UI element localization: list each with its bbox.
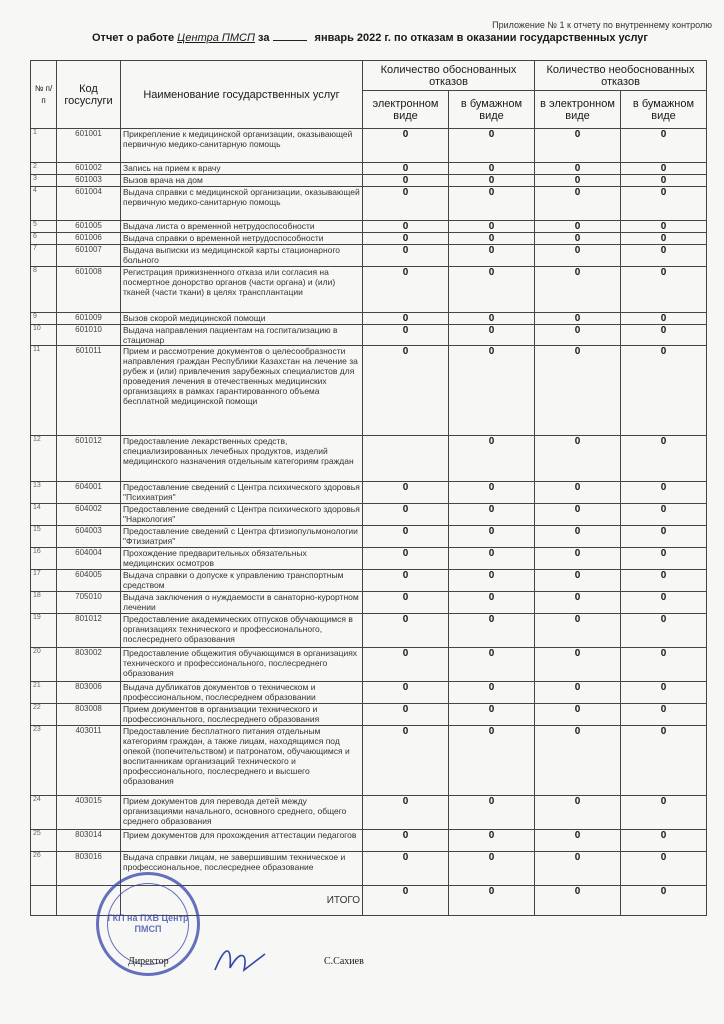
row-num: 15 — [31, 526, 57, 548]
row-name: Предоставление сведений с Центра фтизиопульмонологии "Фтизиатрия" — [121, 526, 363, 548]
table-row — [31, 614, 707, 648]
row-name: Предоставление лекарственных средств, специализированных лечебных продуктов, изделий медицинского назначения отдельным категориям граждан — [121, 436, 363, 482]
total-value: 0 — [535, 886, 621, 916]
row-value: 0 — [363, 504, 449, 526]
row-code: 403015 — [57, 796, 121, 830]
row-name: Выдача выписки из медицинской карты стационарного больного — [121, 245, 363, 267]
table-row — [31, 592, 707, 614]
table-row — [31, 704, 707, 726]
row-name: Запись на прием к врачу — [121, 163, 363, 175]
row-value: 0 — [535, 614, 621, 648]
refusals-table — [30, 60, 707, 916]
row-value: 0 — [363, 548, 449, 570]
header-num: № п/п — [31, 61, 57, 129]
row-value: 0 — [621, 726, 707, 796]
row-value: 0 — [449, 852, 535, 886]
row-value: 0 — [621, 830, 707, 852]
row-name: Выдача справки с медицинской организации, оказывающей первичную медико-санитарную помощь — [121, 187, 363, 221]
row-value: 0 — [449, 482, 535, 504]
row-value: 0 — [449, 614, 535, 648]
row-value: 0 — [449, 648, 535, 682]
table-row — [31, 267, 707, 313]
table-row — [31, 648, 707, 682]
report-title — [92, 32, 648, 44]
title-prefix: Отчет о работе — [92, 32, 175, 44]
row-value: 0 — [363, 852, 449, 886]
table-row — [31, 325, 707, 346]
row-value: 0 — [621, 548, 707, 570]
table-row — [31, 313, 707, 325]
table-row — [31, 187, 707, 221]
row-name: Предоставление академических отпусков обучающимся в организациях технического и профессионального, послесреднего образования — [121, 614, 363, 648]
row-value: 0 — [621, 163, 707, 175]
row-value: 0 — [535, 592, 621, 614]
row-value: 0 — [449, 129, 535, 163]
header-unjustified: Количество необоснованных отказов — [535, 61, 707, 91]
row-num: 2 — [31, 163, 57, 175]
row-value: 0 — [449, 233, 535, 245]
table-row — [31, 221, 707, 233]
row-value: 0 — [363, 570, 449, 592]
row-value: 0 — [363, 346, 449, 436]
row-num: 18 — [31, 592, 57, 614]
header-paper: в бумажном виде — [449, 91, 535, 129]
table-row — [31, 482, 707, 504]
row-name: Выдача справки о временной нетрудоспособности — [121, 233, 363, 245]
header-name: Наименование государственных услуг — [121, 61, 363, 129]
title-period: январь 2022 г. по отказам в оказании государственных услуг — [314, 32, 648, 44]
row-value: 0 — [449, 526, 535, 548]
row-value: 0 — [449, 346, 535, 436]
row-num: 4 — [31, 187, 57, 221]
row-value: 0 — [621, 852, 707, 886]
row-value: 0 — [363, 325, 449, 346]
total-value: 0 — [449, 886, 535, 916]
row-code: 601010 — [57, 325, 121, 346]
table-row — [31, 726, 707, 796]
row-value: 0 — [449, 830, 535, 852]
row-value: 0 — [535, 267, 621, 313]
row-num: 7 — [31, 245, 57, 267]
row-value — [363, 436, 449, 482]
row-value: 0 — [621, 648, 707, 682]
row-name: Вызов врача на дом — [121, 175, 363, 187]
row-value: 0 — [363, 704, 449, 726]
row-value: 0 — [535, 682, 621, 704]
row-code: 601005 — [57, 221, 121, 233]
row-num: 16 — [31, 548, 57, 570]
header-electronic-2: в электронном виде — [535, 91, 621, 129]
total-value: 0 — [363, 886, 449, 916]
row-name: Выдача направления пациентам на госпитализацию в стационар — [121, 325, 363, 346]
row-value: 0 — [449, 726, 535, 796]
row-value: 0 — [535, 233, 621, 245]
row-code: 803008 — [57, 704, 121, 726]
table-row — [31, 504, 707, 526]
row-value: 0 — [449, 570, 535, 592]
title-org: Центра ПМСП — [177, 32, 255, 44]
row-value: 0 — [449, 187, 535, 221]
table-row — [31, 570, 707, 592]
row-value: 0 — [535, 325, 621, 346]
total-label: ИТОГО — [121, 886, 363, 916]
row-value: 0 — [621, 233, 707, 245]
stamp-text: ГКП на ПХВ Центр ПМСП — [107, 913, 189, 934]
header-electronic: электронном виде — [363, 91, 449, 129]
row-value: 0 — [363, 245, 449, 267]
table-row — [31, 436, 707, 482]
table-row — [31, 233, 707, 245]
row-value: 0 — [363, 592, 449, 614]
title-blank-line — [273, 40, 307, 41]
row-value: 0 — [363, 187, 449, 221]
row-value: 0 — [535, 704, 621, 726]
row-value: 0 — [621, 570, 707, 592]
row-value: 0 — [535, 548, 621, 570]
row-value: 0 — [535, 313, 621, 325]
row-num: 25 — [31, 830, 57, 852]
row-name: Выдача листа о временной нетрудоспособности — [121, 221, 363, 233]
row-value: 0 — [449, 436, 535, 482]
row-value: 0 — [535, 187, 621, 221]
row-name: Прием документов для прохождения аттестации педагогов — [121, 830, 363, 852]
row-value: 0 — [535, 175, 621, 187]
row-num: 26 — [31, 852, 57, 886]
appendix-note: Приложение № 1 к отчету по внутреннему контролю — [492, 20, 712, 30]
row-value: 0 — [449, 245, 535, 267]
row-code: 801012 — [57, 614, 121, 648]
row-value: 0 — [449, 682, 535, 704]
row-code: 803016 — [57, 852, 121, 886]
row-value: 0 — [535, 129, 621, 163]
row-value: 0 — [363, 682, 449, 704]
row-name: Выдача справки лицам, не завершившим техническое и профессиональное, послесреднее образование — [121, 852, 363, 886]
row-code: 601012 — [57, 436, 121, 482]
row-value: 0 — [449, 313, 535, 325]
row-num: 22 — [31, 704, 57, 726]
row-value: 0 — [621, 313, 707, 325]
table-row — [31, 796, 707, 830]
row-num: 17 — [31, 570, 57, 592]
row-value: 0 — [363, 830, 449, 852]
row-code: 604005 — [57, 570, 121, 592]
row-value: 0 — [535, 796, 621, 830]
row-value: 0 — [535, 648, 621, 682]
row-value: 0 — [363, 796, 449, 830]
row-name: Вызов скорой медицинской помощи — [121, 313, 363, 325]
row-name: Регистрация прижизненного отказа или согласия на посмертное донорство органов (части органа) и (или) тканей (части ткани) в целях трансплантации — [121, 267, 363, 313]
row-name: Предоставление сведений с Центра психического здоровья "Психиатрия" — [121, 482, 363, 504]
table-row — [31, 163, 707, 175]
row-value: 0 — [449, 175, 535, 187]
row-num: 1 — [31, 129, 57, 163]
row-name: Прохождение предварительных обязательных медицинских осмотров — [121, 548, 363, 570]
row-code: 601006 — [57, 233, 121, 245]
row-value: 0 — [535, 436, 621, 482]
row-name: Предоставление бесплатного питания отдельным категориям граждан, а также лицам, находящимся под опекой (попечительством) и патронатом, обучающимся и воспитанникам организаций технического и профессионального, послесреднего и высшего образования — [121, 726, 363, 796]
row-value: 0 — [621, 245, 707, 267]
row-num: 9 — [31, 313, 57, 325]
table-row — [31, 548, 707, 570]
row-value: 0 — [621, 175, 707, 187]
row-value: 0 — [449, 267, 535, 313]
header-justified: Количество обоснованных отказов — [363, 61, 535, 91]
row-code: 601003 — [57, 175, 121, 187]
row-value: 0 — [535, 163, 621, 175]
header-paper-2: в бумажном виде — [621, 91, 707, 129]
table-row — [31, 346, 707, 436]
row-value: 0 — [535, 504, 621, 526]
row-value: 0 — [363, 648, 449, 682]
row-value: 0 — [363, 482, 449, 504]
row-name: Выдача справки о допуске к управлению транспортным средством — [121, 570, 363, 592]
row-name: Прием документов в организации технического и профессионального, послесреднего образования — [121, 704, 363, 726]
row-name: Выдача заключения о нуждаемости в санаторно-курортном лечении — [121, 592, 363, 614]
row-value: 0 — [363, 221, 449, 233]
row-value: 0 — [449, 221, 535, 233]
row-value: 0 — [363, 233, 449, 245]
table-row — [31, 526, 707, 548]
row-value: 0 — [363, 614, 449, 648]
row-code: 601004 — [57, 187, 121, 221]
row-value: 0 — [535, 245, 621, 267]
row-value: 0 — [449, 163, 535, 175]
director-label: Директор — [128, 956, 169, 967]
row-value: 0 — [449, 592, 535, 614]
row-code: 604003 — [57, 526, 121, 548]
row-value: 0 — [363, 313, 449, 325]
row-code: 803014 — [57, 830, 121, 852]
row-num: 12 — [31, 436, 57, 482]
row-num: 8 — [31, 267, 57, 313]
table-row — [31, 682, 707, 704]
row-name: Прием и рассмотрение документов о целесообразности направления граждан Республики Казахстан на лечение за рубеж и (или) привлечения зарубежных специалистов для проведения лечения в отечественных медицинских организациях в рамках гарантированного объема бесплатной медицинской помощи — [121, 346, 363, 436]
row-num: 19 — [31, 614, 57, 648]
row-value: 0 — [363, 175, 449, 187]
row-value: 0 — [535, 726, 621, 796]
row-code: 604002 — [57, 504, 121, 526]
row-value: 0 — [449, 548, 535, 570]
row-value: 0 — [449, 325, 535, 346]
row-value: 0 — [535, 526, 621, 548]
row-code: 803006 — [57, 682, 121, 704]
row-value: 0 — [621, 325, 707, 346]
row-value: 0 — [621, 682, 707, 704]
row-value: 0 — [363, 526, 449, 548]
row-code: 601008 — [57, 267, 121, 313]
row-value: 0 — [363, 726, 449, 796]
row-name: Прием документов для перевода детей между организациями начального, основного среднего, общего среднего образования — [121, 796, 363, 830]
row-value: 0 — [621, 129, 707, 163]
row-code: 601007 — [57, 245, 121, 267]
total-value: 0 — [621, 886, 707, 916]
row-code: 403011 — [57, 726, 121, 796]
table-row — [31, 129, 707, 163]
row-code: 601011 — [57, 346, 121, 436]
row-code: 601001 — [57, 129, 121, 163]
row-value: 0 — [535, 570, 621, 592]
signature-icon — [210, 940, 270, 980]
row-value: 0 — [363, 267, 449, 313]
row-value: 0 — [535, 852, 621, 886]
row-value: 0 — [621, 267, 707, 313]
row-num: 10 — [31, 325, 57, 346]
row-value: 0 — [621, 346, 707, 436]
row-num: 21 — [31, 682, 57, 704]
title-for: за — [258, 32, 270, 44]
row-code: 705010 — [57, 592, 121, 614]
row-num: 20 — [31, 648, 57, 682]
row-code: 601009 — [57, 313, 121, 325]
row-value: 0 — [621, 482, 707, 504]
row-value: 0 — [621, 187, 707, 221]
row-name: Предоставление общежития обучающимся в организациях технического и профессионального, послесреднего образования — [121, 648, 363, 682]
row-value: 0 — [621, 704, 707, 726]
row-value: 0 — [449, 504, 535, 526]
row-value: 0 — [621, 614, 707, 648]
row-value: 0 — [621, 504, 707, 526]
table-row — [31, 245, 707, 267]
row-value: 0 — [621, 436, 707, 482]
row-code: 604001 — [57, 482, 121, 504]
row-num: 13 — [31, 482, 57, 504]
row-value: 0 — [363, 163, 449, 175]
row-num: 3 — [31, 175, 57, 187]
row-num: 6 — [31, 233, 57, 245]
row-value: 0 — [535, 221, 621, 233]
header-code: Код госуслуги — [57, 61, 121, 129]
signer-name: С.Сахиев — [324, 956, 364, 967]
row-value: 0 — [535, 346, 621, 436]
row-num: 23 — [31, 726, 57, 796]
row-value: 0 — [449, 704, 535, 726]
row-value: 0 — [535, 830, 621, 852]
row-num: 14 — [31, 504, 57, 526]
total-num — [31, 886, 57, 916]
row-num: 11 — [31, 346, 57, 436]
row-value: 0 — [621, 592, 707, 614]
row-num: 24 — [31, 796, 57, 830]
table-row — [31, 175, 707, 187]
table-row — [31, 830, 707, 852]
row-code: 601002 — [57, 163, 121, 175]
row-value: 0 — [363, 129, 449, 163]
row-code: 604004 — [57, 548, 121, 570]
row-value: 0 — [621, 221, 707, 233]
row-name: Выдача дубликатов документов о техническом и профессиональном, послесреднем образовании — [121, 682, 363, 704]
row-value: 0 — [621, 526, 707, 548]
row-name: Предоставление сведений с Центра психического здоровья "Наркология" — [121, 504, 363, 526]
row-value: 0 — [535, 482, 621, 504]
row-num: 5 — [31, 221, 57, 233]
row-value: 0 — [449, 796, 535, 830]
row-name: Прикрепление к медицинской организации, оказывающей первичную медико-санитарную помощь — [121, 129, 363, 163]
row-value: 0 — [621, 796, 707, 830]
row-code: 803002 — [57, 648, 121, 682]
